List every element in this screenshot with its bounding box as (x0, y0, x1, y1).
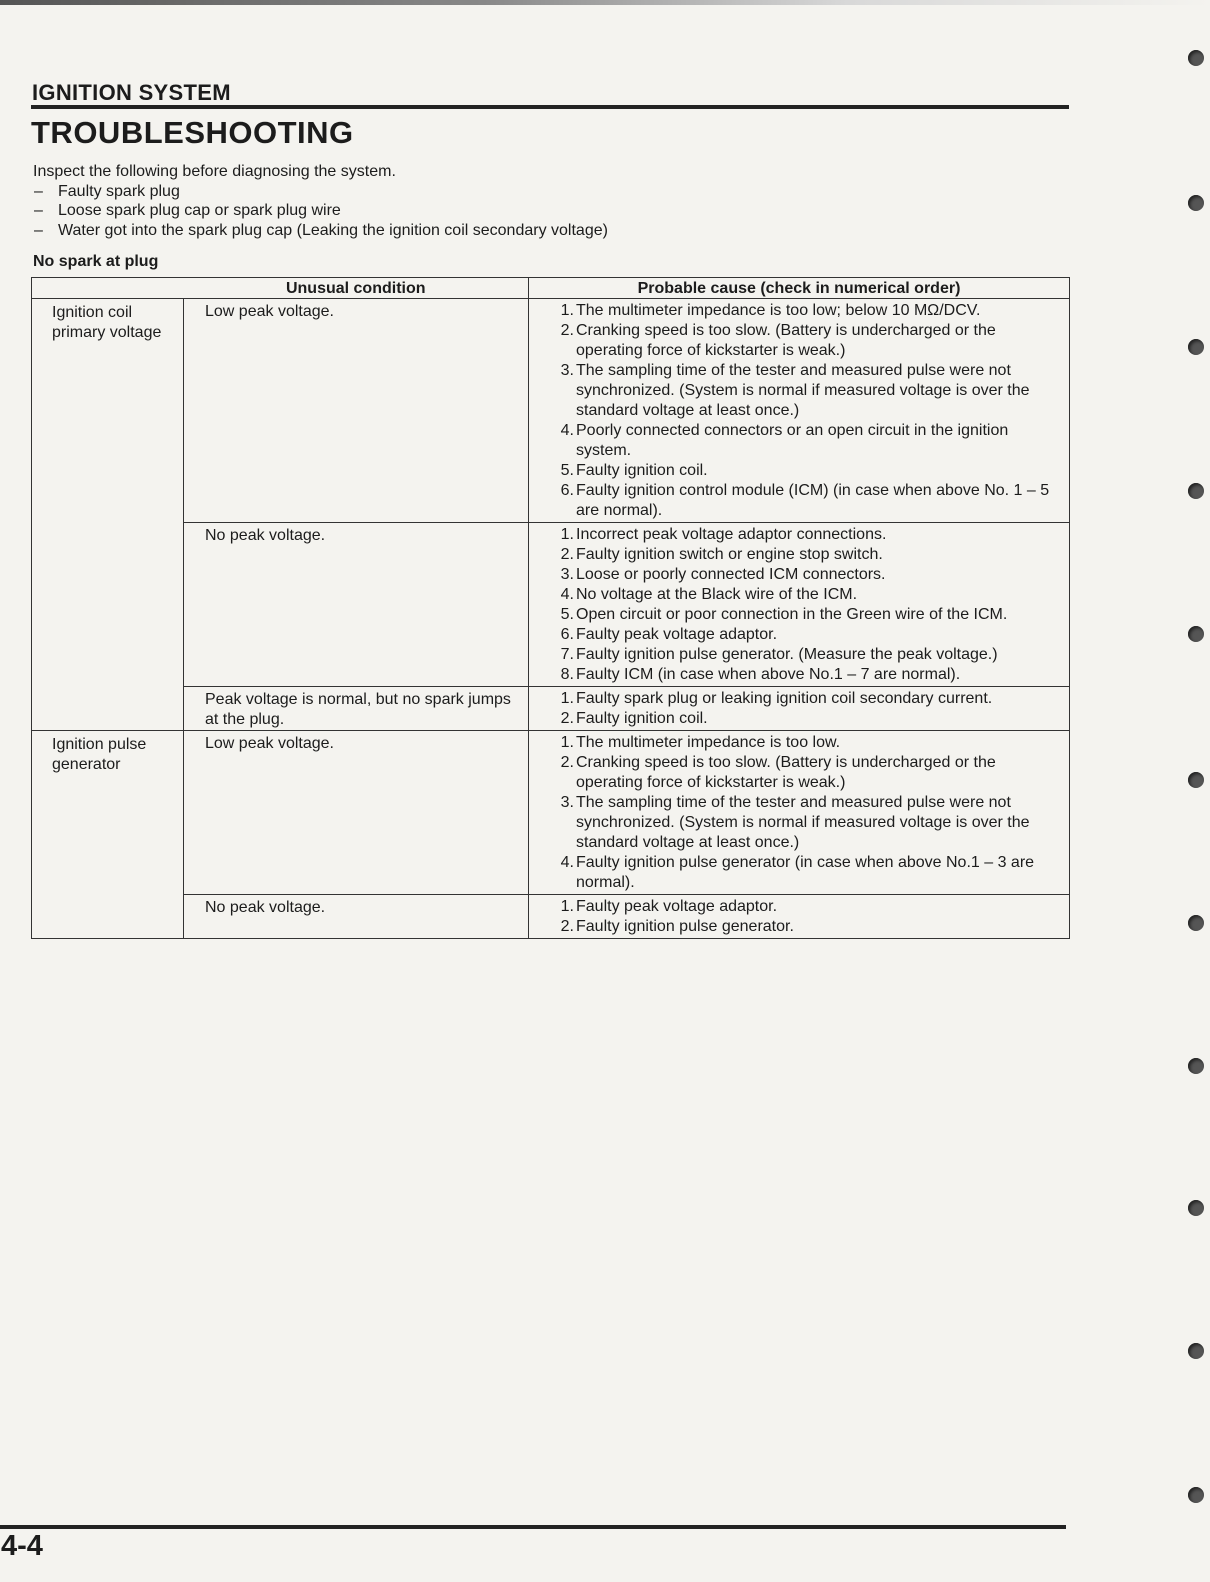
header-blank-cell (32, 278, 184, 299)
cause-number: 2. (560, 710, 574, 727)
component-cell: Ignition pulse generator (32, 731, 184, 939)
table-row (32, 687, 1070, 731)
binder-hole (1188, 1487, 1204, 1503)
dash-bullet: – (34, 221, 43, 239)
cause-item (529, 481, 1065, 521)
cause-number: 1. (560, 898, 574, 915)
cause-text: Poorly connected connectors or an open circuit in the ignition system. (576, 422, 1009, 459)
page-number: 4-4 (1, 1530, 43, 1562)
cause-text: Faulty ignition pulse generator. (Measure the peak voltage.) (576, 646, 998, 663)
cause-cell (529, 523, 1070, 687)
cause-text: The multimeter impedance is too low; below 10 MΩ/DCV. (576, 302, 981, 319)
condition-cell: No peak voltage. (184, 895, 529, 939)
troubleshooting-table (31, 277, 1070, 939)
cause-text: Faulty ignition coil. (576, 710, 708, 727)
condition-cell: Peak voltage is normal, but no spark jumps at the plug. (184, 687, 529, 731)
cause-list (529, 897, 1065, 937)
cause-item (529, 585, 1065, 605)
cause-item (529, 525, 1065, 545)
cause-number: 4. (560, 854, 574, 871)
cause-item (529, 545, 1065, 565)
cause-text: Faulty spark plug or leaking ignition coil secondary current. (576, 690, 993, 707)
cause-item (529, 321, 1065, 361)
cause-number: 7. (560, 646, 574, 663)
cause-item (529, 709, 1065, 729)
cause-number: 5. (560, 462, 574, 479)
cause-text: Faulty ignition pulse generator (in case when above No.1 – 3 are normal). (576, 854, 1035, 891)
cause-number: 2. (560, 754, 574, 771)
cause-item (529, 853, 1065, 893)
cause-cell (529, 731, 1070, 895)
cause-number: 6. (560, 482, 574, 499)
cause-number: 6. (560, 626, 574, 643)
cause-text: Faulty ignition pulse generator. (576, 918, 794, 935)
cause-item (529, 689, 1065, 709)
cause-text: Faulty ignition coil. (576, 462, 708, 479)
cause-list (529, 689, 1065, 729)
header-probable-cause: Probable cause (check in numerical order) (529, 278, 1070, 299)
cause-item (529, 897, 1065, 917)
cause-item (529, 753, 1065, 793)
cause-number: 4. (560, 422, 574, 439)
cause-cell (529, 687, 1070, 731)
header-rule (31, 105, 1069, 109)
cause-item (529, 645, 1065, 665)
footer-rule (0, 1525, 1066, 1529)
condition-cell: Low peak voltage. (184, 299, 529, 523)
cause-number: 1. (560, 302, 574, 319)
condition-cell: No peak voltage. (184, 523, 529, 687)
intro-text: Inspect the following before diagnosing the system. (33, 163, 396, 180)
table-row (32, 523, 1070, 687)
cause-number: 4. (560, 586, 574, 603)
cause-number: 3. (560, 566, 574, 583)
intro-item (33, 201, 608, 221)
cause-text: Faulty peak voltage adaptor. (576, 626, 778, 643)
cause-item (529, 461, 1065, 481)
cause-text: The multimeter impedance is too low. (576, 734, 841, 751)
binder-hole (1188, 915, 1204, 931)
cause-text: The sampling time of the tester and measured pulse were not synchronized. (System is normal if measured voltage is over the standard voltage at least once.) (576, 362, 1030, 419)
binder-hole (1188, 772, 1204, 788)
cause-list (529, 525, 1065, 685)
cause-item (529, 793, 1065, 853)
scan-top-edge (0, 0, 1210, 5)
cause-number: 2. (560, 322, 574, 339)
cause-cell (529, 299, 1070, 523)
cause-item (529, 625, 1065, 645)
cause-text: Cranking speed is too slow. (Battery is undercharged or the operating force of kickstarter is weak.) (576, 322, 996, 359)
cause-item (529, 665, 1065, 685)
cause-text: Cranking speed is too slow. (Battery is undercharged or the operating force of kickstarter is weak.) (576, 754, 996, 791)
cause-number: 2. (560, 918, 574, 935)
subheading: No spark at plug (33, 253, 159, 270)
cause-number: 3. (560, 794, 574, 811)
table-row (32, 731, 1070, 895)
cause-text: Faulty peak voltage adaptor. (576, 898, 778, 915)
cause-cell (529, 895, 1070, 939)
cause-text: Incorrect peak voltage adaptor connections. (576, 526, 887, 543)
cause-item (529, 917, 1065, 937)
intro-item (33, 221, 608, 241)
cause-item (529, 733, 1065, 753)
binder-hole (1188, 195, 1204, 211)
binder-hole (1188, 1343, 1204, 1359)
intro-item-text: Water got into the spark plug cap (Leaking the ignition coil secondary voltage) (58, 221, 608, 239)
cause-item (529, 605, 1065, 625)
cause-number: 1. (560, 690, 574, 707)
cause-number: 8. (560, 666, 574, 683)
cause-item (529, 565, 1065, 585)
cause-text: The sampling time of the tester and measured pulse were not synchronized. (System is normal if measured voltage is over the standard voltage at least once.) (576, 794, 1030, 851)
binder-hole (1188, 483, 1204, 499)
intro-item-text: Faulty spark plug (58, 182, 180, 200)
condition-cell: Low peak voltage. (184, 731, 529, 895)
binder-hole (1188, 1058, 1204, 1074)
table-row (32, 299, 1070, 523)
cause-number: 1. (560, 734, 574, 751)
cause-list (529, 301, 1065, 521)
table-row (32, 895, 1070, 939)
cause-number: 2. (560, 546, 574, 563)
binder-hole (1188, 626, 1204, 642)
cause-item (529, 421, 1065, 461)
cause-number: 5. (560, 606, 574, 623)
section-title: IGNITION SYSTEM (32, 80, 231, 105)
cause-text: No voltage at the Black wire of the ICM. (576, 586, 858, 603)
cause-text: Open circuit or poor connection in the Green wire of the ICM. (576, 606, 1008, 623)
cause-number: 3. (560, 362, 574, 379)
intro-item-text: Loose spark plug cap or spark plug wire (58, 202, 341, 219)
cause-text: Faulty ignition control module (ICM) (in case when above No. 1 – 5 are normal). (576, 482, 1050, 519)
binder-hole (1188, 50, 1204, 66)
table-header-row (32, 278, 1070, 299)
binder-hole (1188, 1200, 1204, 1216)
cause-item (529, 361, 1065, 421)
dash-bullet: – (34, 202, 43, 219)
cause-text: Faulty ICM (in case when above No.1 – 7 are normal). (576, 666, 961, 683)
cause-number: 1. (560, 526, 574, 543)
binder-hole (1188, 339, 1204, 355)
intro-block (33, 162, 608, 240)
intro-item (33, 182, 608, 202)
component-cell: Ignition coil primary voltage (32, 299, 184, 731)
cause-text: Loose or poorly connected ICM connectors. (576, 566, 886, 583)
page-title: TROUBLESHOOTING (31, 115, 354, 150)
cause-list (529, 733, 1065, 893)
header-unusual-condition: Unusual condition (184, 278, 529, 299)
dash-bullet: – (34, 182, 43, 200)
cause-text: Faulty ignition switch or engine stop switch. (576, 546, 883, 563)
cause-item (529, 301, 1065, 321)
